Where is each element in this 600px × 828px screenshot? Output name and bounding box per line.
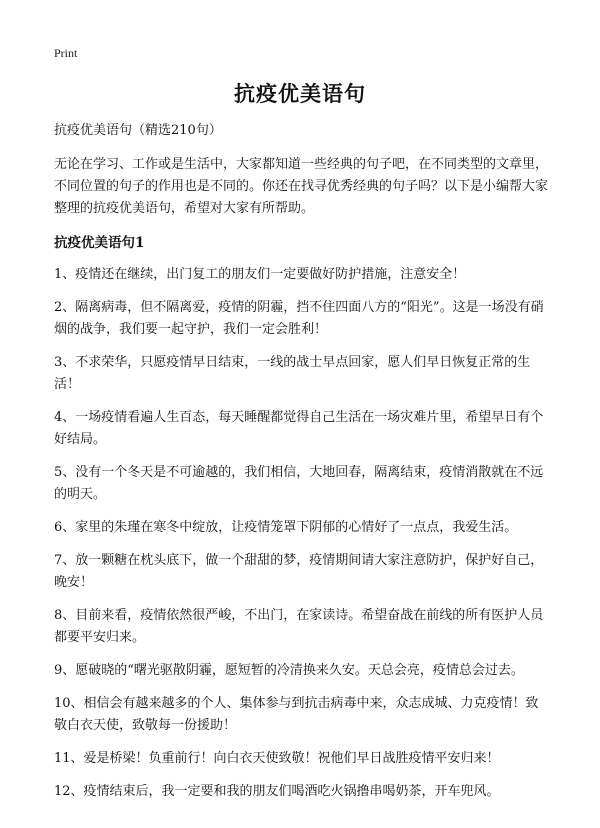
list-item: 1、疫情还在继续，出门复工的朋友们一定要做好防护措施，注意安全！ <box>54 267 466 282</box>
list-item: 4、一场疫情看遍人生百态，每天睡醒都觉得自己生活在一场灾难片里，希望早日有个好结局。 <box>54 410 544 447</box>
list-item: 2、隔离病毒，但不隔离爱，疫情的阴霾，挡不住四面八方的“阳光”。这是一场没有硝烟的战争，我们要一起守护，我们一定会胜利！ <box>54 300 544 337</box>
page-title: 抗疫优美语句 <box>234 81 366 106</box>
list-item: 12、疫情结束后，我一定要和我的朋友们喝酒吃火锅撸串喝奶茶，开车兜风。 <box>54 784 500 799</box>
list-item: 3、不求荣华，只愿疫情早日结束，一线的战士早点回家，愿人们早日恢复正常的生活！ <box>54 355 531 392</box>
list-item: 7、放一颗糖在枕头底下，做一个甜甜的梦，疫情期间请大家注意防护，保护好自己，晚安！ <box>54 553 544 590</box>
section-heading: 抗疫优美语句1 <box>54 235 145 251</box>
article-subtitle: 抗疫优美语句（精选210句） <box>54 123 222 138</box>
list-item: 5、没有一个冬天是不可逾越的，我们相信，大地回春，隔离结束，疫情消散就在不远的明天。 <box>54 465 544 502</box>
list-item: 8、目前来看，疫情依然很严峻，不出门，在家读诗。希望奋战在前线的所有医护人员都要平安归来。 <box>54 608 544 645</box>
article-body <box>54 120 548 814</box>
list-item: 9、愿破晓的“曙光驱散阴霾，愿短暂的冷清换来久安。天总会亮，疫情总会过去。 <box>54 663 524 678</box>
intro-paragraph: 无论在学习、工作或是生活中，大家都知道一些经典的句子吧，在不同类型的文章里，不同位置的句子的作用也是不同的。你还在找寻优秀经典的句子吗？以下是小编帮大家整理的抗疫优美语句，希望对大家有所帮助。 <box>54 157 549 216</box>
list-item: 6、家里的朱瑾在寒冬中绽放，让疫情笼罩下阴郁的心情好了一点点，我爱生活。 <box>54 520 518 535</box>
list-item: 11、爱是桥梁！负重前行！向白衣天使致敬！祝他们早日战胜疫情平安归来！ <box>54 751 500 766</box>
print-link[interactable]: Print <box>54 46 78 60</box>
list-item: 10、相信会有越来越多的个人、集体参与到抗击病毒中来，众志成城、力克疫情！致敬白衣天使，致敬每一份援助！ <box>54 696 539 733</box>
